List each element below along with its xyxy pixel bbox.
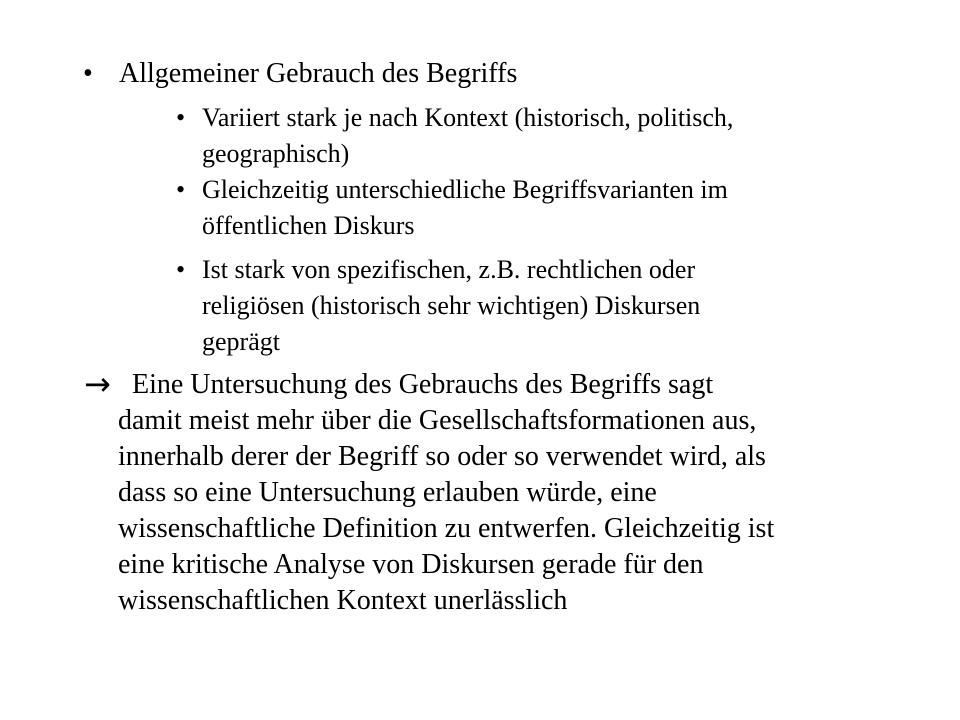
bullet-marker: •	[176, 175, 186, 204]
bullet-marker: •	[83, 58, 93, 89]
text-line: Variiert stark je nach Kontext (historisch, politisch,	[202, 103, 734, 132]
text-line: dass so eine Untersuchung erlauben würde, eine	[118, 477, 657, 508]
top-bullet-text: Allgemeiner Gebrauch des Begriffs	[119, 58, 518, 89]
text-line: damit meist mehr über die Gesellschaftsformationen aus,	[118, 405, 757, 436]
sub-bullet-text	[202, 172, 728, 244]
sub-bullet-variants	[176, 172, 876, 244]
conclusion-paragraph	[84, 366, 884, 619]
sub-bullet-text	[202, 252, 700, 360]
top-bullet	[83, 56, 517, 92]
bullet-marker: •	[176, 103, 186, 132]
text-line: Ist stark von spezifischen, z.B. rechtlichen oder	[202, 255, 696, 284]
text-line: öffentlichen Diskurs	[202, 211, 415, 240]
bullet-marker: •	[176, 255, 186, 284]
text-line: wissenschaftlichen Kontext unerlässlich	[118, 585, 568, 616]
text-line: Gleichzeitig unterschiedliche Begriffsvarianten im	[202, 175, 728, 204]
text-line: geographisch)	[202, 139, 350, 168]
sub-bullet-text	[202, 100, 733, 172]
text-line: wissenschaftliche Definition zu entwerfen. Gleichzeitig ist	[118, 513, 775, 544]
text-line: geprägt	[202, 327, 280, 356]
text-line	[84, 366, 884, 403]
sub-bullet-context	[176, 100, 876, 172]
text-line: eine kritische Analyse von Diskursen gerade für den	[118, 549, 704, 580]
text-line: religiösen (historisch sehr wichtigen) Diskursen	[202, 291, 701, 320]
sub-bullet-discourses	[176, 252, 876, 360]
right-arrow-icon: →	[84, 365, 111, 403]
text-line: innerhalb derer der Begriff so oder so verwendet wird, als	[118, 441, 766, 472]
conclusion-first-line: Eine Untersuchung des Gebrauchs des Begriffs sagt	[132, 369, 714, 400]
